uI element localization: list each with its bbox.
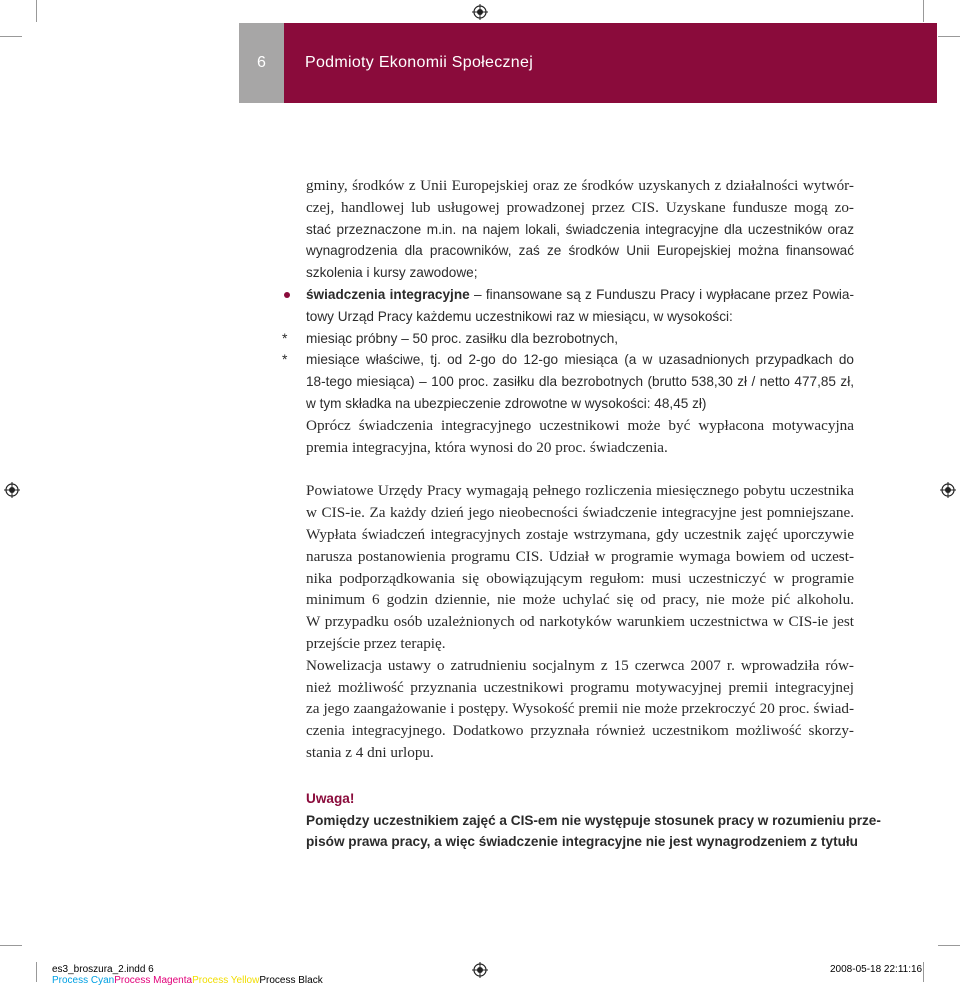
slug-date: 2008-05-18 22:11:16: [830, 964, 923, 975]
text-line: za jego zaangażowanie i postępy. Wysokość premii nie może przekroczyć 20 proc. świad-: [306, 700, 854, 718]
plate-cyan: Process Cyan: [52, 975, 115, 986]
text-line: premia integracyjna, która wynosi do 20 proc. świadczenia.: [306, 438, 668, 456]
text-line: W przypadku osób uzależnionych od narkotyków warunkiem uczestnictwa w CIS-ie jest: [306, 613, 854, 631]
plate-magenta: Process Magenta: [114, 975, 193, 986]
bullet-item: [306, 284, 854, 306]
registration-mark-icon: [472, 4, 488, 20]
slug-file-name: es3_broszura_2.indd 6: [52, 964, 154, 975]
text-line: towy Urząd Pracy każdemu uczestnikowi raz w miesiącu, w wysokości:: [306, 308, 733, 324]
asterisk-icon: *: [282, 351, 288, 368]
text-line: nież możliwość przyznania uczestnikowi programu motywacyjnej premii integracyjnej: [306, 678, 854, 696]
crop-mark: [0, 36, 22, 37]
text-line: Oprócz świadczenia integracyjnego uczestnikowi może być wypłacona motywacyjna: [306, 416, 854, 434]
text-line: stania z 4 dni urlopu.: [306, 743, 434, 761]
text-line: Powiatowe Urzędy Pracy wymagają pełnego rozliczenia miesięcznego pobytu uczestnika: [306, 482, 854, 500]
text-line: Nowelizacja ustawy o zatrudnieniu socjalnym z 15 czerwca 2007 r. wprowadziła rów-: [306, 656, 854, 674]
bullet-text: – finansowane są z Funduszu Pracy i wypłacane przez Powia-: [469, 286, 854, 302]
text-line: czej, handlowej lub usługowej prowadzonej przez CIS. Uzyskane fundusze mogą zo-: [306, 198, 854, 216]
registration-mark-icon: [4, 482, 20, 498]
crop-mark: [938, 945, 960, 946]
text-line: 18-tego miesiąca) – 100 proc. zasiłku dla bezrobotnych (brutto 538,30 zł / netto 477,85 zł,: [306, 374, 854, 390]
text-line: minimum 6 godzin dziennie, nie może uchylać się od pracy, nie może pić alkoholu.: [306, 591, 854, 609]
bullet-icon: [284, 292, 290, 298]
page-number: 6: [257, 54, 266, 71]
text-line: w CIS-ie. Za każdy dzień jego nieobecności świadczenie integracyjne jest pomniejszane.: [306, 504, 854, 522]
text-line: szkolenia i kursy zawodowe;: [306, 265, 478, 281]
slug-plates: [52, 975, 323, 986]
plate-black: Process Black: [259, 975, 323, 986]
star-item: [282, 349, 854, 371]
running-header-title: Podmioty Ekonomii Społecznej: [305, 54, 534, 71]
crop-mark: [938, 36, 960, 37]
text-line: przejście przez terapię.: [306, 634, 446, 652]
body-text: [282, 175, 881, 853]
crop-mark: [923, 962, 924, 982]
star-item: [282, 328, 854, 350]
asterisk-icon: *: [282, 329, 288, 346]
text-line: czenia integracyjnego. Dodatkowo przyznała również uczestnikom możliwość skorzy-: [306, 722, 854, 740]
text-line: nika podporządkowania się obowiązującym regułom: musi uczestniczyć w programie: [306, 569, 854, 587]
note-line: Pomiędzy uczestnikiem zajęć a CIS-em nie występuje stosunek pracy w rozumieniu prze-: [306, 812, 881, 828]
crop-mark: [36, 962, 37, 982]
text-line: w tym składka na ubezpieczenie zdrowotne w wysokości: 48,45 zł): [306, 395, 707, 411]
crop-mark: [36, 0, 37, 22]
note-line: pisów prawa pracy, a więc świadczenie integracyjne nie jest wynagrodzeniem z tytułu: [306, 834, 858, 850]
bullet-term: świadczenia integracyjne: [306, 286, 470, 302]
text-line: Wypłata świadczeń integracyjnych zostaje wstrzymana, gdy uczestnik zajęć uporczywie: [306, 525, 854, 543]
registration-mark-icon: [472, 962, 488, 978]
text-line: gminy, środków z Unii Europejskiej oraz ze środków uzyskanych z działalności wytwór-: [306, 177, 854, 194]
note-heading: Uwaga!: [306, 790, 355, 806]
text-line: narusza postanowienia programu CIS. Udział w programie wymaga bowiem od uczest-: [306, 547, 854, 565]
registration-mark-icon: [940, 482, 956, 498]
plate-yellow: Process Yellow: [192, 975, 260, 986]
text-line: wynagrodzenia dla pracowników, zaś ze środków Unii Europejskiej można finansować: [306, 243, 854, 259]
crop-mark: [923, 0, 924, 22]
text-line: stać przeznaczone m.in. na najem lokali, świadczenia integracyjne dla uczestników oraz: [306, 221, 854, 237]
star-item-text: miesiąc próbny – 50 proc. zasiłku dla bezrobotnych,: [306, 330, 619, 346]
crop-mark: [0, 945, 22, 946]
star-item-text: miesiące właściwe, tj. od 2-go do 12-go miesiąca (a w uzasadnionych przypadkach do: [306, 352, 854, 368]
